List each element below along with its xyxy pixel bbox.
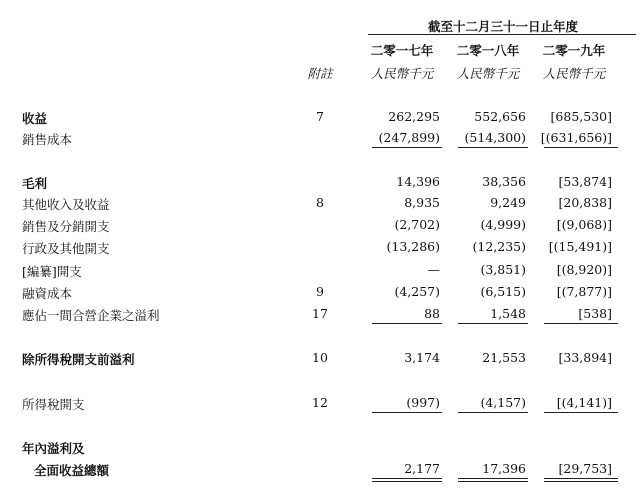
unit-2019: 人民幣千元 [542,66,606,81]
year-2017-heading: 二零一七年 [370,43,434,58]
total-double-rule [458,481,528,482]
value-2017: (997) [406,395,440,410]
row-label: 銷售成本 [22,132,73,147]
total-double-rule [544,481,618,482]
row-revenue [0,109,640,131]
row-label: 所得稅開支 [22,397,85,412]
value-2019: [538] [578,306,612,321]
value-2018: (4,999) [480,217,526,232]
value-2018: 38,356 [482,174,526,189]
row-label: 收益 [22,111,48,126]
row-profit-for-year-label [0,439,640,461]
value-2018: (6,515) [480,284,526,299]
unit-2018: 人民幣千元 [456,66,520,81]
row-label: [編纂]開支 [22,264,82,279]
row-profit-before-tax [0,350,640,372]
value-2019: [20,838] [558,195,612,210]
subtotal-rule [372,412,442,413]
row-note: 10 [312,350,328,365]
subtotal-rule [544,412,618,413]
value-2019: [33,894] [558,350,612,365]
value-2018: (12,235) [472,239,526,254]
period-heading: 截至十二月三十一日止年度 [427,19,578,34]
row-total-comprehensive-income [0,461,640,483]
value-2017: 3,174 [404,350,440,365]
row-label: 毛利 [22,176,48,191]
year-2019-heading: 二零一九年 [542,43,606,58]
value-2017: 88 [424,306,440,321]
row-note: 17 [312,306,328,321]
value-2018: 9,249 [490,195,526,210]
row-label: 除所得稅開支前溢利 [22,352,135,367]
row-share-of-jv-profit [0,306,640,328]
value-2019: [29,753] [558,461,612,476]
value-2018: (3,851) [480,262,526,277]
value-2019: [(631,656)] [540,130,612,145]
subtotal-rule [458,147,528,148]
value-2019: [685,530] [550,109,612,124]
value-2018: (4,157) [480,395,526,410]
value-2017: (4,257) [394,284,440,299]
row-selling-expenses [0,217,640,239]
year-2018-heading: 二零一八年 [456,43,520,58]
value-2017: (247,899) [378,130,440,145]
row-income-tax [0,395,640,417]
value-2018: (514,300) [464,130,526,145]
subtotal-rule [458,323,528,324]
value-2017: (2,702) [394,217,440,232]
row-cost-of-sales [0,130,640,152]
value-2017: (13,286) [386,239,440,254]
row-label: 行政及其他開支 [22,241,110,256]
row-note: 8 [316,195,324,210]
value-2017: 262,295 [388,109,440,124]
row-redacted-expenses [0,262,640,284]
row-label: 年內溢利及 [22,441,85,456]
subtotal-rule [544,147,618,148]
value-2018: 17,396 [482,461,526,476]
value-2017: — [427,262,440,277]
value-2019: [(7,877)] [556,284,612,299]
subtotal-rule [544,323,618,324]
row-label: 應佔一間合營企業之溢利 [22,308,160,323]
value-2018: 21,553 [482,350,526,365]
value-2019: [(9,068)] [556,217,612,232]
row-label: 融資成本 [22,286,73,301]
value-2017: 8,935 [404,195,440,210]
row-other-income [0,195,640,217]
value-2018: 552,656 [474,109,526,124]
subtotal-rule [372,323,442,324]
value-2017: 14,396 [396,174,440,189]
value-2017: 2,177 [404,461,440,476]
total-double-rule [458,478,528,479]
total-double-rule [372,481,442,482]
unit-2017: 人民幣千元 [370,66,434,81]
row-note: 7 [316,109,324,124]
row-admin-expenses [0,239,640,261]
subtotal-rule [458,412,528,413]
value-2019: [(4,141)] [556,395,612,410]
value-2018: 1,548 [490,306,526,321]
total-double-rule [544,478,618,479]
period-underline [368,34,636,35]
note-column-heading: 附註 [307,66,333,81]
total-double-rule [372,478,442,479]
row-finance-costs [0,284,640,306]
row-note: 9 [316,284,324,299]
subtotal-rule [372,147,442,148]
row-note: 12 [312,395,328,410]
value-2019: [53,874] [558,174,612,189]
row-label: 銷售及分銷開支 [22,219,110,234]
row-gross-profit [0,174,640,196]
value-2019: [(15,491)] [548,239,612,254]
row-label: 全面收益總額 [34,463,110,478]
value-2019: [(8,920)] [556,262,612,277]
row-label: 其他收入及收益 [22,197,110,212]
